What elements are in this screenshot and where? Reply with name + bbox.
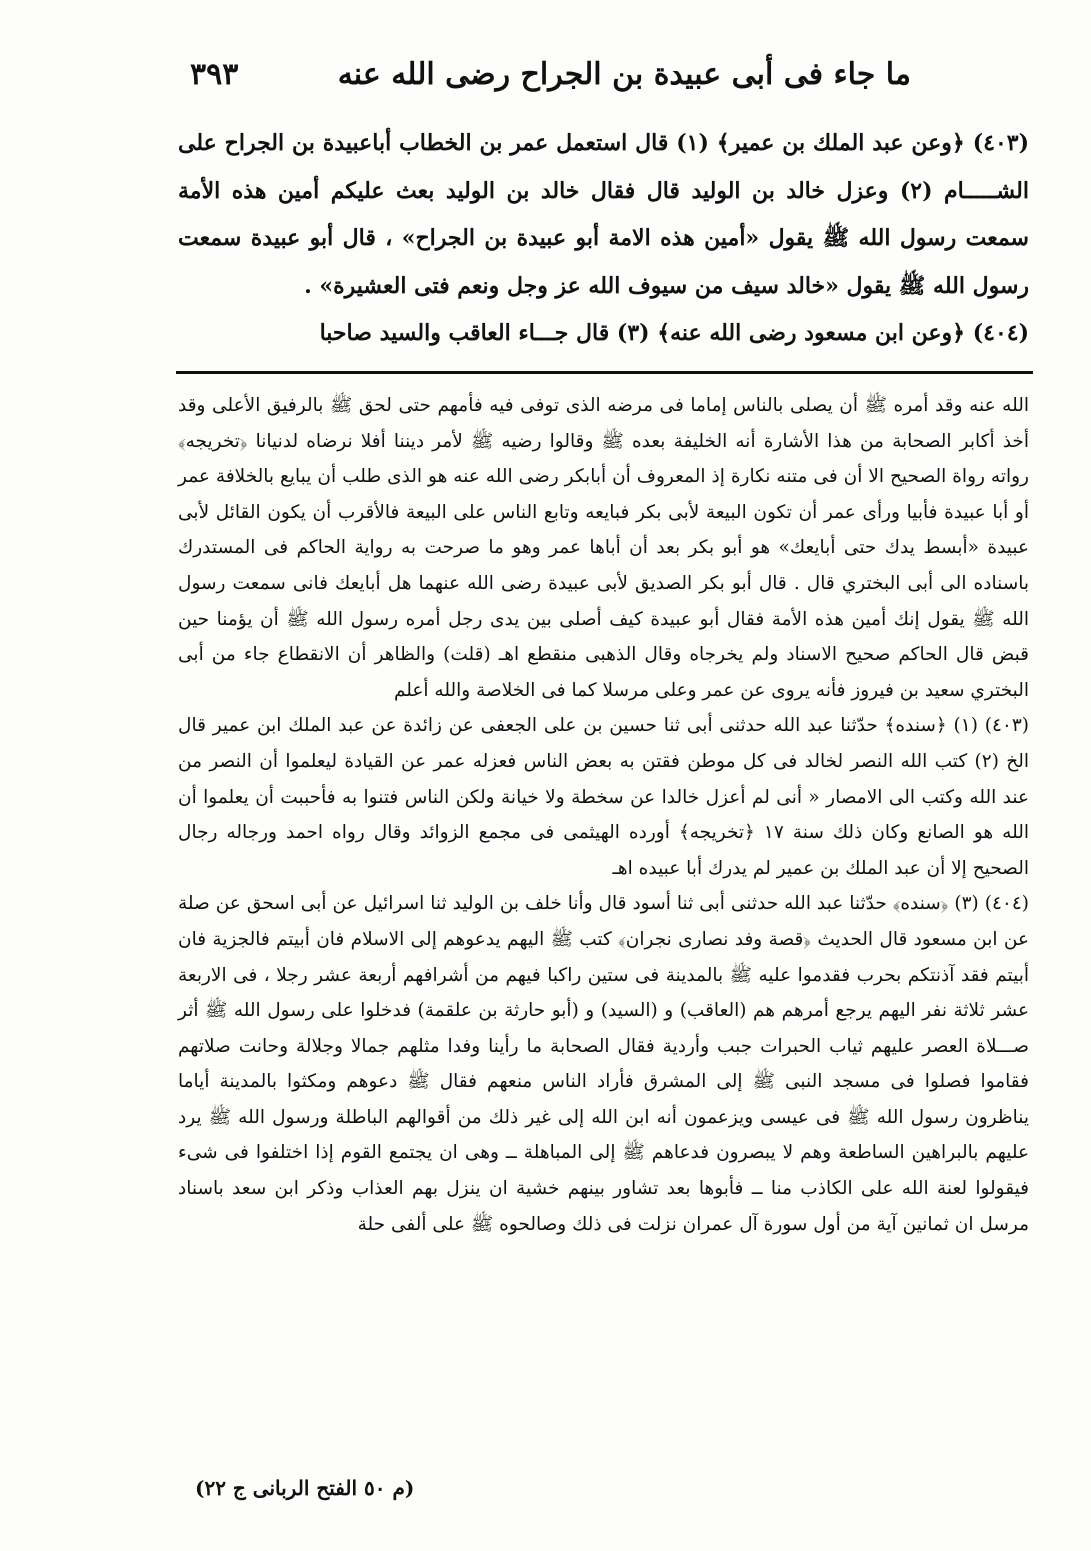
hadith-404: (٤٠٤) ﴿وعن ابن مسعود رضى الله عنه﴾ (٣) قال جـــاء العاقب والسيد صاحبا — [319, 320, 1029, 346]
hadith-403: (٤٠٣) ﴿وعن عبد الملك بن عمير﴾ (١) قال استعمل عمر بن الخطاب أباعبيدة بن الجراح على الشـــــام (٢) وعزل خالد بن الوليد قال فقال خالد بن الوليد بعث عليكم أمين هذه الأمة سمعت رسول الله ﷺ يقول «أمين هذه الامة أبو عبيدة بن الجراح» ، قال أبو عبيدة سمعت رسول الله ﷺ يقول «خالد سيف من سيوف الله عز وجل ونعم فتى العشيرة» . — [178, 130, 1030, 299]
separator-rule — [176, 371, 1033, 374]
main-text — [178, 120, 1029, 358]
footnote-404: (٤٠٤) (٣) ﴿سنده﴾ حدّثنا عبد الله حدثنى أبى ثنا أسود قال وأنا خلف بن الوليد ثنا اسرائيل عن أبى اسحق عن صلة عن ابن مسعود قال الحديث ﴿قصة وفد نصارى نجران﴾ كتب ﷺ اليهم يدعوهم إلى الاسلام فان أبيتم فالجزية فان أبيتم فقد آذنتكم بحرب فقدموا عليه ﷺ بالمدينة فى ستين راكبا فيهم من أشرافهم أربعة عشر رجلا ، فى الاربعة عشر ثلاثة نفر اليهم يرجع أمرهم هم (العاقب) و (السيد) و (أبو حارثة بن علقمة) فدخلوا على رسول الله ﷺ أثر صـــلاة العصر عليهم ثياب الحبرات جبب وأردية فقال الصحابة ما رأينا وفدا مثلهم جمالا وجلالة وحانت صلاتهم فقاموا فصلوا فى مسجد النبى ﷺ إلى المشرق فأراد الناس منعهم فقال ﷺ دعوهم ومكثوا بالمدينة أياما يناظرون رسول الله ﷺ فى عيسى ويزعمون أنه ابن الله إلى غير ذلك من أقوالهم الباطلة ورسول الله ﷺ يرد عليهم بالبراهين الساطعة وهم لا يبصرون فدعاهم ﷺ إلى المباهلة ــ وهى ان يجتمع القوم إذا اختلفوا فى شىء فيقولوا لعنة الله على الكاذب منا ــ فأبوها بعد تشاور بينهم خشية ان ينزل بهم العذاب وذكر ابن سعد باسناد مرسل ان ثمانين آية من أول سورة آل عمران نزلت فى ذلك وصالحوه ﷺ على ألفى حلة — [178, 893, 1029, 1235]
signature-mark: (م ٥٠ الفتح الربانى ج ٢٢) — [195, 1476, 415, 1500]
footnote-continuation: الله عنه وقد أمره ﷺ أن يصلى بالناس إماما فى مرضه الذى توفى فيه فأمهم حتى لحق ﷺ بالرفيق الأعلى وقد أخذ أكابر الصحابة من هذا الأشارة أنه الخليفة بعده ﷺ وقالوا رضيه ﷺ لأمر ديننا أفلا نرضاه لدنيانا ﴿تخريجه﴾ رواته رواة الصحيح الا أن فى متنه نكارة إذ المعروف أن أبابكر رضى الله عنه هو الذى طلب أن يبايع بالخلافة عمر أو أبا عبيدة فأبيا ورأى عمر أن تكون البيعة لأبى بكر فبايعه وتابع الناس على البيعة فالأقرب أن يكون القائل لأبى عبيدة «أبسط يدك حتى أبايعك» هو أبو بكر بعد أن أباها عمر وهو ما صرحت به رواية الحاكم فى المستدرك باسناده الى أبى البختري قال . قال أبو بكر الصديق لأبى عبيدة رضى الله عنهما هل أبايعك فانى سمعت رسول الله ﷺ يقول إنك أمين هذه الأمة فقال أبو عبيدة كيف أصلى بين يدى رجل أمره رسول الله ﷺ أن يؤمنا حين قبض قال الحاكم صحيح الاسناد ولم يخرجاه وقال الذهبى منقطع اهـ (قلت) والظاهر أن الانقطاع جاء من أبى البختري سعيد بن فيروز فأنه يروى عن عمر وعلى مرسلا كما فى الخلاصة والله أعلم — [178, 395, 1029, 701]
footnote-403: (٤٠٣) (١) ﴿سنده﴾ حدّثنا عبد الله حدثنى أبى ثنا حسين بن على الجعفى عن زائدة عن عبد الملك ابن عمير قال الخ (٢) كتب الله النصر لخالد فى كل موطن فقتن به بعض الناس فعزله عمر عن القيادة ليعلموا أن النصر من عند الله وكتب الى الامصار « أنى لم أعزل خالدا عن سخطة ولا خيانة ولكن الناس فتنوا به فأحببت أن يعلموا أن الله هو الصانع وكان ذلك سنة ١٧ ﴿تخريجه﴾ أورده الهيثمى فى مجمع الزوائد وقال رواه احمد ورجاله رجال الصحيح إلا أن عبد الملك بن عمير لم يدرك أبا عبيده اهـ — [178, 715, 1029, 879]
running-title: ما جاء فى أبى عبيدة بن الجراح رضى الله عنه — [337, 56, 911, 92]
page-header — [190, 48, 911, 100]
page-number: ٣٩٣ — [190, 56, 239, 92]
footnotes — [178, 388, 1029, 1242]
